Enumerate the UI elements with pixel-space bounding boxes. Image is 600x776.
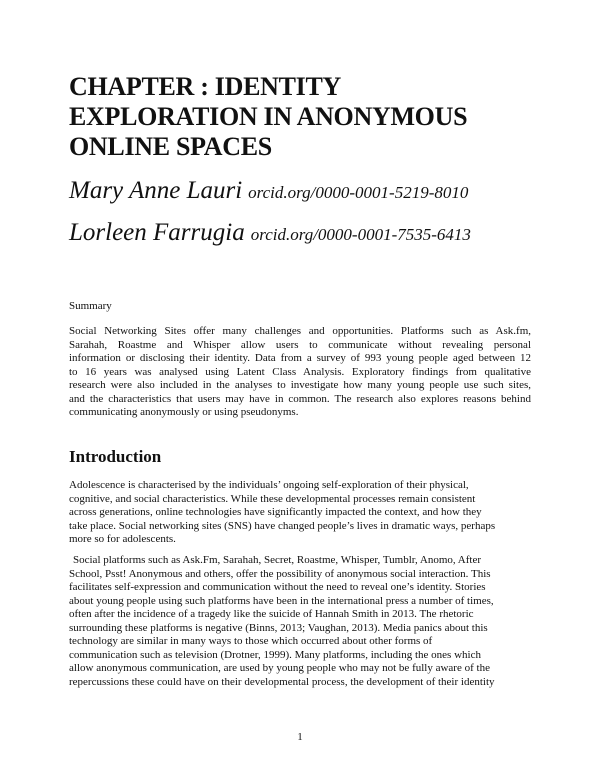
intro-paragraph bbox=[69, 479, 531, 547]
text-line: Sarahah, Roastme and Whisper allow users to communicate without revealing personal bbox=[69, 338, 531, 351]
author-orcid-link[interactable]: orcid.org/0000-0001-7535-6413 bbox=[250, 225, 471, 244]
text-line: to 16 years was analysed using Latent Class Analysis. Exploratory findings from qualitative bbox=[69, 365, 531, 378]
author-orcid-link[interactable]: orcid.org/0000-0001-5219-8010 bbox=[248, 183, 469, 202]
summary-paragraph bbox=[69, 325, 531, 420]
text-line: take place. Social networking sites (SNS) have changed people’s lives in dramatic ways, perhaps bbox=[69, 519, 496, 532]
text-line: about young people using such platforms have been in the international press a number of times, bbox=[69, 594, 494, 607]
text-line: research were also included in the analyses to investigate how many young people use such sites, bbox=[69, 379, 531, 391]
chapter-title-line: ONLINE SPACES bbox=[69, 132, 272, 161]
text-line: School, Psst! Anonymous and others, offer the possibility of anonymous social interaction. This bbox=[69, 567, 491, 580]
text-line: repercussions these could have on their developmental process, the development of their identity bbox=[69, 675, 495, 688]
text-line: communicating anonymously or using pseudonyms. bbox=[69, 406, 299, 418]
summary-label: Summary bbox=[69, 300, 112, 312]
introduction-heading: Introduction bbox=[69, 447, 162, 466]
text-line: across generations, online technologies have significantly impacted the context, and how they bbox=[69, 506, 482, 518]
chapter-title-line: EXPLORATION IN ANONYMOUS bbox=[69, 102, 468, 131]
text-line: surrounding these platforms is negative (Binns, 2013; Vaughan, 2013). Media panics about this bbox=[69, 621, 488, 634]
text-line: and the characteristics that users may have in common. The research also explores reasons behind bbox=[69, 392, 531, 405]
chapter-title-line: CHAPTER : IDENTITY bbox=[69, 72, 341, 101]
author-line bbox=[69, 219, 471, 247]
author-line bbox=[69, 177, 468, 205]
text-line: facilitates self-expression and communication without the need to reveal one’s identity. Stories bbox=[69, 581, 486, 593]
text-line: information or disclosing their identity. Data from a survey of 993 young people aged between 12 bbox=[69, 352, 531, 364]
author-name: Lorleen Farrugia bbox=[69, 219, 245, 246]
text-line: often after the incidence of a tragedy like the suicide of Hannah Smith in 2013. The rhetoric bbox=[69, 608, 474, 620]
text-line: Adolescence is characterised by the individuals’ ongoing self-exploration of their physical, bbox=[69, 479, 469, 491]
text-line: allow anonymous communication, are used by young people who may not be fully aware of the bbox=[69, 662, 490, 674]
author-name: Mary Anne Lauri bbox=[69, 177, 243, 204]
intro-paragraph bbox=[69, 554, 531, 689]
chapter-title bbox=[69, 72, 539, 162]
text-line: more so for adolescents. bbox=[69, 533, 176, 545]
text-line: Social platforms such as Ask.Fm, Sarahah, Secret, Roastme, Whisper, Tumblr, Anomo, After bbox=[73, 554, 482, 566]
text-line: technology are similar in many ways to those which occurred about other forms of bbox=[69, 635, 433, 647]
page-number: 1 bbox=[297, 731, 303, 743]
text-line: Social Networking Sites offer many challenges and opportunities. Platforms such as Ask.fm, bbox=[69, 325, 531, 337]
text-line: communication such as television (Drotner, 1999). Many platforms, including the ones which bbox=[69, 648, 481, 661]
text-line: cognitive, and social characteristics. While these developmental processes remain consistent bbox=[69, 492, 476, 505]
